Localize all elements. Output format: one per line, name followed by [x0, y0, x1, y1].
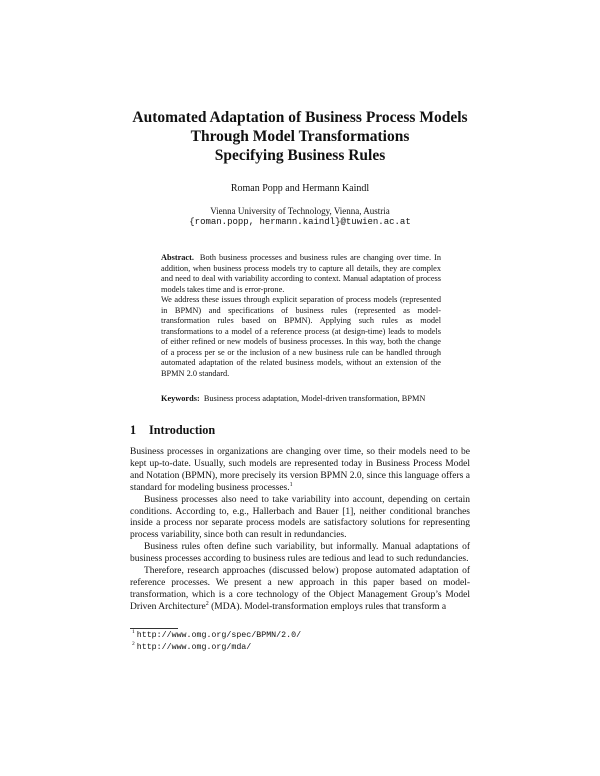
body-paragraph-3: Business rules often define such variability, but informally. Manual adaptations of business processes according to business rules are tedious and lead to such redundancies.	[130, 542, 470, 565]
affiliation: Vienna University of Technology, Vienna, Austria	[210, 206, 390, 216]
author-emails: {roman.popp, hermann.kaindl}@tuwien.ac.at	[189, 217, 411, 227]
footnote-1-url[interactable]: http://www.omg.org/spec/BPMN/2.0/	[136, 631, 302, 640]
section-heading	[130, 423, 215, 437]
title-line-2: Through Model Transformations	[190, 128, 410, 145]
body-text-4b: (MDA). Model-transformation employs rules that transform a	[208, 601, 447, 612]
abstract-paragraph-2: We address these issues through explicit separation of process models (represented in BPMN) and specifications of business rules (represented as model-transformation rules based on BPMN). Applying such rules as model transformations to a model of a reference process (at design-time) leads to models of either refined or new models of business processes. In this way, both the change of a process per se or the inclusion of a new business rule can be handled through automated adaptation of the related business models, without an extension of the BPMN 2.0 standard.	[161, 295, 441, 379]
body-text-1: Business processes in organizations are changing over time, so their models need to be kept up-to-date. Usually, such models are represented today in Business Process Model and Notation (BPMN), more precisely its version BPMN 2.0, since this language offers a standard for modeling business processes.	[130, 447, 470, 493]
footnote-2	[130, 641, 470, 653]
title-line-3: Specifying Business Rules	[214, 147, 386, 164]
footnote-ref-1: 1	[289, 481, 293, 488]
footnote-ref-2: 2	[205, 600, 209, 607]
title-line-1: Automated Adaptation of Business Process Models	[132, 109, 468, 126]
footnote-2-number: 2	[132, 641, 135, 648]
keywords	[161, 394, 451, 405]
body-text-4a: Therefore, research approaches (discussed below) propose automated adaptation of reference processes. We present a new approach in this paper based on model-transformation, which is a core technology of the Object Management Group’s Model Driven Architecture	[130, 566, 470, 612]
paper-title	[100, 108, 500, 165]
abstract	[161, 253, 441, 380]
section-number: 1	[130, 423, 137, 437]
keywords-label: Keywords:	[161, 394, 200, 403]
authors: Roman Popp and Hermann Kaindl	[230, 183, 370, 194]
abstract-label: Abstract.	[161, 253, 194, 262]
body-paragraph-1	[130, 447, 470, 495]
footnote-2-url[interactable]: http://www.omg.org/mda/	[136, 643, 252, 652]
body-paragraph-4	[130, 566, 470, 614]
body-text	[130, 447, 470, 614]
keywords-text: Business process adaptation, Model-driven transformation, BPMN	[203, 394, 426, 403]
footnotes	[130, 629, 470, 653]
footnote-1	[130, 629, 470, 641]
section-title: Introduction	[149, 423, 216, 437]
footnote-1-number: 1	[132, 629, 135, 636]
abstract-paragraph-1	[161, 253, 441, 295]
body-paragraph-2: Business processes also need to take variability into account, depending on certain conditions. According to, e.g., Hallerbach and Bauer [1], neither conditional branches inside a process nor separate process models are satisfactory solutions for representing process variability, since both can result in redundancies.	[130, 494, 470, 541]
abstract-text-1: Both business processes and business rules are changing over time. In addition, when business process models try to capture all details, they are complex and need to deal with variability according to context. Manual adaptation of process models takes time and is error-prone.	[161, 253, 441, 294]
